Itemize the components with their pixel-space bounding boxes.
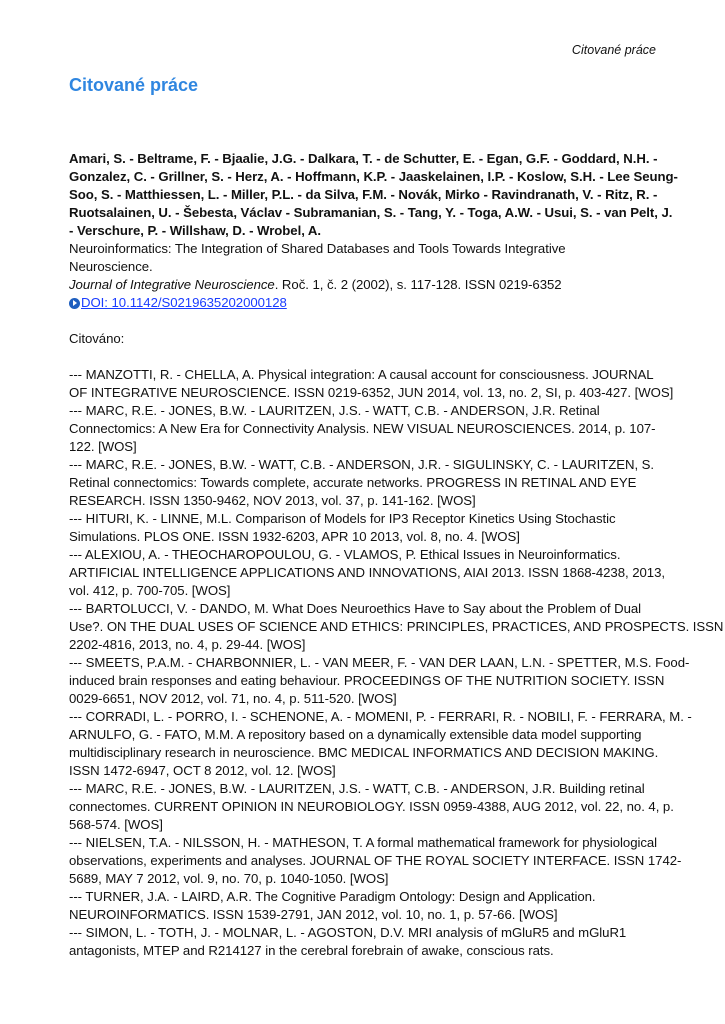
authors-line: Amari, S. - Beltrame, F. - Bjaalie, J.G. - Dalkara, T. - de Schutter, E. - Egan, G.F. - Goddard, N.H. -: [69, 151, 658, 166]
arrow-right-circle-icon[interactable]: [69, 298, 80, 309]
citation-line: --- MARC, R.E. - JONES, B.W. - WATT, C.B. - ANDERSON, J.R. - SIGULINSKY, C. - LAURITZEN, S.: [69, 457, 655, 472]
citation-item: [69, 366, 674, 402]
citation-list: [69, 366, 724, 960]
record-authors: [69, 150, 678, 240]
citation-line: ARTIFICIAL INTELLIGENCE APPLICATIONS AND INNOVATIONS, AIAI 2013. ISSN 1868-4238, 2013,: [69, 565, 665, 580]
citation-line: 0029-6651, NOV 2012, vol. 71, no. 4, p. 511-520. [WOS]: [69, 691, 397, 706]
citation-item: [69, 780, 674, 834]
title-line: Neuroinformatics: The Integration of Shared Databases and Tools Towards Integrative: [69, 241, 566, 256]
citation-line: observations, experiments and analyses. JOURNAL OF THE ROYAL SOCIETY INTERFACE. ISSN 1742-: [69, 853, 682, 868]
running-header: Citované práce: [571, 43, 656, 57]
citation-line: 2202-4816, 2013, no. 4, p. 29-44. [WOS]: [69, 637, 306, 652]
citation-item: [69, 834, 682, 888]
citation-line: --- MANZOTTI, R. - CHELLA, A. Physical integration: A causal account for consciousness. JOURNAL: [69, 367, 654, 382]
citation-line: --- MARC, R.E. - JONES, B.W. - LAURITZEN, J.S. - WATT, C.B. - ANDERSON, J.R. Building retinal: [69, 781, 645, 796]
citation-item: [69, 600, 724, 654]
citation-line: ARNULFO, G. - FATO, M.M. A repository based on a dynamically extensible data model supporting: [69, 727, 642, 742]
citation-line: multidisciplinary research in neuroscience. BMC MEDICAL INFORMATICS AND DECISION MAKING.: [69, 745, 659, 760]
citation-line: --- SMEETS, P.A.M. - CHARBONNIER, L. - VAN MEER, F. - VAN DER LAAN, L.N. - SPETTER, M.S. Food-: [69, 655, 690, 670]
cited-label: Citováno:: [69, 331, 125, 346]
citation-line: --- NIELSEN, T.A. - NILSSON, H. - MATHESON, T. A formal mathematical framework for physiological: [69, 835, 658, 850]
citation-line: 568-574. [WOS]: [69, 817, 163, 832]
authors-line: Soo, S. - Matthiessen, L. - Miller, P.L. - da Silva, F.M. - Novák, Mirko - Ravindranath, V. - Ritz, R. -: [69, 187, 658, 202]
journal-details: . Roč. 1, č. 2 (2002), s. 117-128. ISSN 0219-6352: [274, 277, 562, 292]
citation-line: Use?. ON THE DUAL USES OF SCIENCE AND ETHICS: PRINCIPLES, PRACTICES, AND PROSPECTS. ISSN: [69, 619, 724, 634]
citation-line: Connectomics: A New Era for Connectivity Analysis. NEW VISUAL NEUROSCIENCES. 2014, p. 107-: [69, 421, 656, 436]
citation-line: RESEARCH. ISSN 1350-9462, NOV 2013, vol. 37, p. 141-162. [WOS]: [69, 493, 476, 508]
citation-line: induced brain responses and eating behaviour. PROCEEDINGS OF THE NUTRITION SOCIETY. ISSN: [69, 673, 665, 688]
citation-line: NEUROINFORMATICS. ISSN 1539-2791, JAN 2012, vol. 10, no. 1, p. 57-66. [WOS]: [69, 907, 558, 922]
doi-link[interactable]: DOI: 10.1142/S0219635202000128: [81, 295, 287, 310]
citation-line: --- MARC, R.E. - JONES, B.W. - LAURITZEN, J.S. - WATT, C.B. - ANDERSON, J.R. Retinal: [69, 403, 600, 418]
doi-row: [69, 294, 669, 312]
record-source: [69, 276, 669, 294]
journal-title: Journal of Integrative Neuroscience: [69, 277, 275, 292]
authors-line: Gonzalez, C. - Grillner, S. - Herz, A. - Hoffmann, K.P. - Jaaskelainen, I.P. - Koslow, S.H. - Lee Seung-: [69, 169, 678, 184]
record-title: [69, 240, 669, 276]
citation-item: [69, 924, 669, 960]
citation-line: 122. [WOS]: [69, 439, 137, 454]
document-body: [69, 150, 724, 960]
citation-line: vol. 412, p. 700-705. [WOS]: [69, 583, 231, 598]
citation-item: [69, 402, 669, 456]
citation-line: --- CORRADI, L. - PORRO, I. - SCHENONE, A. - MOMENI, P. - FERRARI, R. - NOBILI, F. - FERRARA, M. -: [69, 709, 692, 724]
citation-item: [69, 546, 669, 600]
citation-line: OF INTEGRATIVE NEUROSCIENCE. ISSN 0219-6352, JUN 2014, vol. 13, no. 2, SI, p. 403-427. [WOS]: [69, 385, 674, 400]
citation-item: [69, 456, 669, 510]
citation-line: connectomes. CURRENT OPINION IN NEUROBIOLOGY. ISSN 0959-4388, AUG 2012, vol. 22, no. 4, p.: [69, 799, 674, 814]
citation-line: --- SIMON, L. - TOTH, J. - MOLNAR, L. - AGOSTON, D.V. MRI analysis of mGluR5 and mGluR1: [69, 925, 627, 940]
authors-line: - Verschure, P. - Willshaw, D. - Wrobel, A.: [69, 223, 322, 238]
citation-line: Retinal connectomics: Towards complete, accurate networks. PROGRESS IN RETINAL AND EYE: [69, 475, 637, 490]
citation-item: [69, 888, 669, 924]
citation-item: [69, 654, 690, 708]
citation-line: --- HITURI, K. - LINNE, M.L. Comparison of Models for IP3 Receptor Kinetics Using Stochastic: [69, 511, 616, 526]
citation-line: 5689, MAY 7 2012, vol. 9, no. 70, p. 1040-1050. [WOS]: [69, 871, 389, 886]
citation-line: --- TURNER, J.A. - LAIRD, A.R. The Cognitive Paradigm Ontology: Design and Application.: [69, 889, 596, 904]
citation-item: [69, 708, 692, 780]
citation-line: ISSN 1472-6947, OCT 8 2012, vol. 12. [WOS]: [69, 763, 336, 778]
authors-line: Ruotsalainen, U. - Šebesta, Václav - Subramanian, S. - Tang, Y. - Toga, A.W. - Usui, S. - van Pelt, J.: [69, 205, 673, 220]
page-title: Citované práce: [69, 75, 199, 95]
citation-line: antagonists, MTEP and R214127 in the cerebral forebrain of awake, conscious rats.: [69, 943, 554, 958]
citation-line: --- ALEXIOU, A. - THEOCHAROPOULOU, G. - VLAMOS, P. Ethical Issues in Neuroinformatics.: [69, 547, 621, 562]
citation-line: --- BARTOLUCCI, V. - DANDO, M. What Does Neuroethics Have to Say about the Problem of Dual: [69, 601, 642, 616]
title-line: Neuroscience.: [69, 259, 153, 274]
citation-item: [69, 510, 669, 546]
citation-line: Simulations. PLOS ONE. ISSN 1932-6203, APR 10 2013, vol. 8, no. 4. [WOS]: [69, 529, 520, 544]
